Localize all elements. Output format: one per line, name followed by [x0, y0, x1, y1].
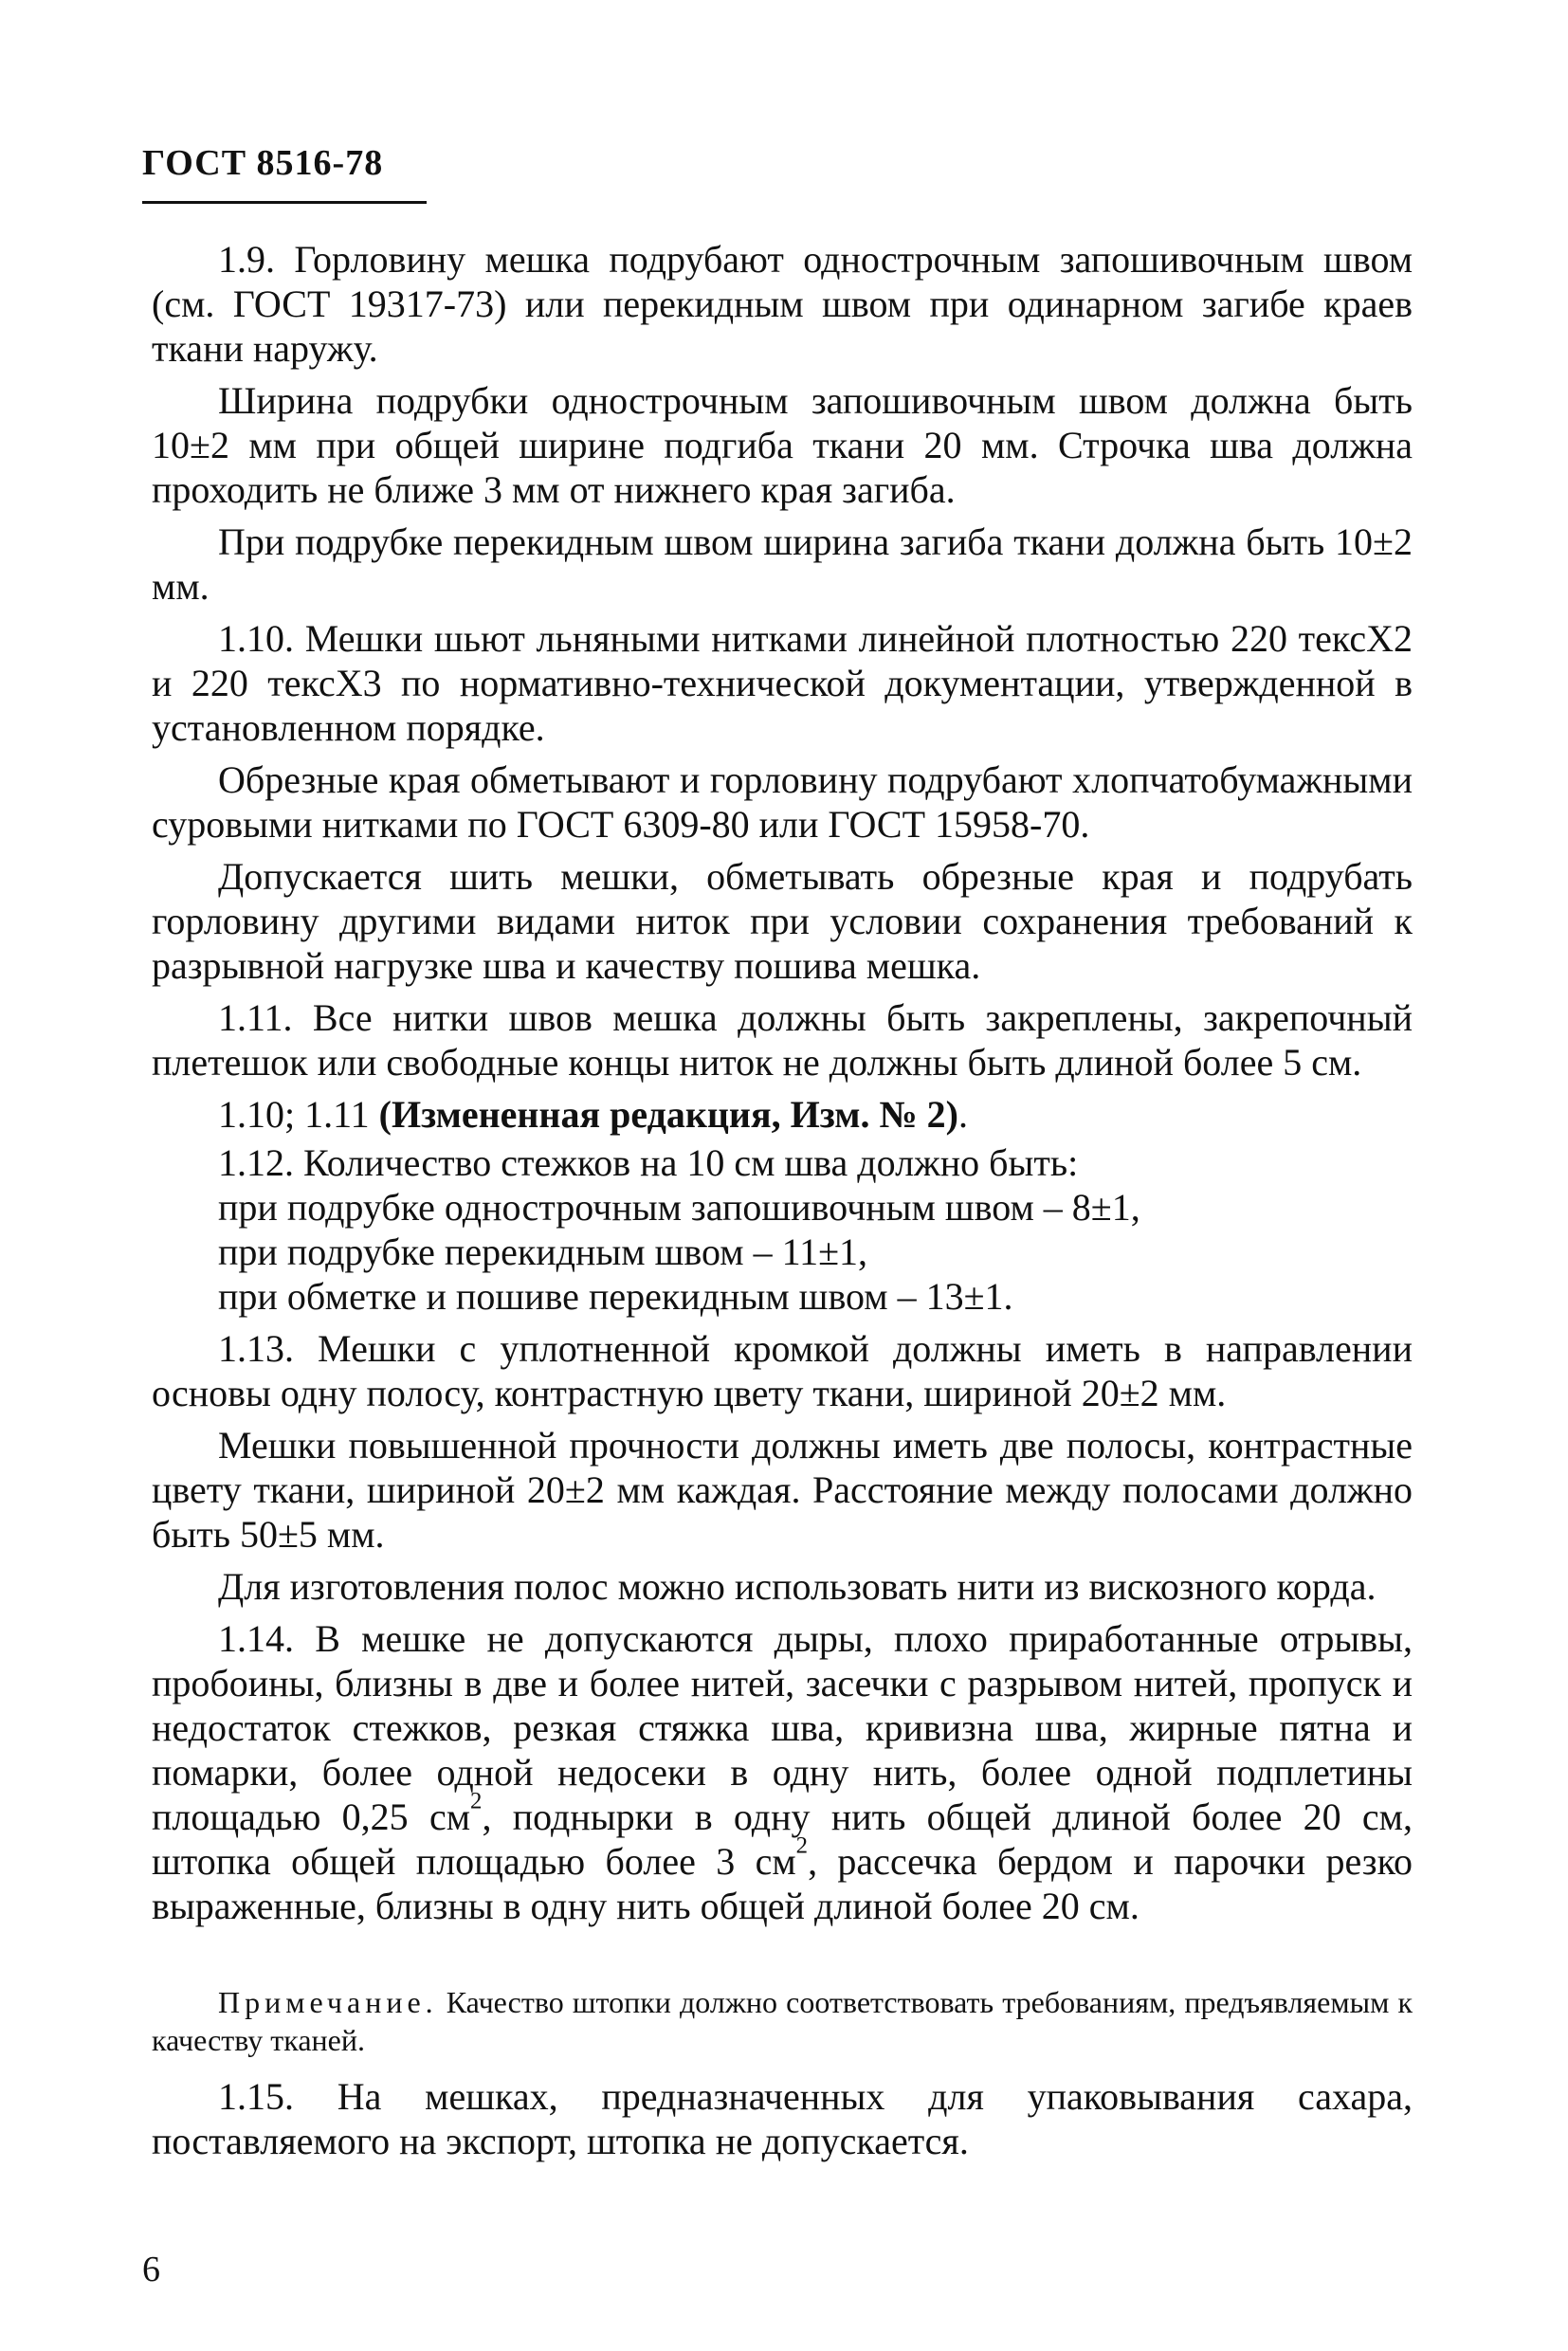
paragraph-stripes: Мешки повышенной прочности должны иметь две полосы, контрастные цвету ткани, шириной 20±2 мм каждая. Расстояние между полосами должно быть 50±5 мм.	[152, 1424, 1413, 1556]
note	[152, 1983, 1413, 2059]
paragraph-1-11: 1.11. Все нитки швов мешка должны быть закреплены, закрепочный плетешок или свободные концы ниток не должны быть длиной более 5 см.	[152, 996, 1413, 1084]
note-text: Качество штопки должно соответствовать требованиям, предъявляемым к качеству тканей.	[152, 1985, 1413, 2057]
document-header: ГОСТ 8516-78	[142, 143, 384, 183]
defects-text-2: , поднырки в одну нить общей длиной более 20 см, штопка общей площадью более 3 см	[152, 1795, 1413, 1883]
revision-note	[152, 1092, 1413, 1137]
page-number: 6	[142, 2250, 160, 2289]
paragraph-1-9: 1.9. Горловину мешка подрубают однострочным запошивочным швом (см. ГОСТ 19317-73) или перекидным швом при одинарном загибе краев ткани наружу.	[152, 238, 1413, 370]
document-body	[152, 237, 1413, 1928]
superscript: 2	[470, 1788, 483, 1814]
revision-suffix: .	[958, 1093, 968, 1136]
stitch-item: при обметке и пошиве перекидным швом – 13±1.	[218, 1275, 1013, 1318]
paragraph-edge-threads: Обрезные края обметывают и горловину подрубают хлопчатобумажными суровыми нитками по ГОСТ 6309-80 или ГОСТ 15958-70.	[152, 758, 1413, 846]
defects-text-3: , рассечка бердом и парочки резко выраженные, близны в одну нить общей длиной более 20 см.	[152, 1840, 1413, 1927]
paragraph-overlock-hem: При подрубке перекидным швом ширина загиба ткани должна быть 10±2 мм.	[152, 520, 1413, 608]
paragraph-hem-width: Ширина подрубки однострочным запошивочным швом должна быть 10±2 мм при общей ширине подгиба ткани 20 мм. Строчка шва должна проходить не ближе 3 мм от нижнего края загиба.	[152, 379, 1413, 511]
stitch-item: при подрубке однострочным запошивочным швом – 8±1,	[218, 1186, 1140, 1229]
superscript: 2	[795, 1832, 809, 1859]
paragraph-1-15: 1.15. На мешках, предназначенных для упаковывания сахара, поставляемого на экспорт, штопка не допускается.	[152, 2075, 1413, 2162]
paragraph-1-13: 1.13. Мешки с уплотненной кромкой должны иметь в направлении основы одну полосу, контрастную цвету ткани, шириной 20±2 мм.	[152, 1327, 1413, 1414]
revision-prefix: 1.10; 1.11	[218, 1093, 379, 1136]
paragraph-1-12: 1.12. Количество стежков на 10 см шва должно быть:	[218, 1141, 1079, 1184]
note-label: Примечание.	[218, 1985, 438, 2019]
defects-text-1: 1.14. В мешке не допускаются дыры, плохо приработанные отрывы, пробоины, близны в две и более нитей, засечки с разрывом нитей, пропуск и недостаток стежков, резкая стяжка шва, кривизна шва, жирные пятна и помарки, более одной недосеки в одну нить, более одной подплетины площадью 0,25 см	[152, 1617, 1413, 1838]
revision-bold: (Измененная редакция, Изм. № 2)	[378, 1093, 958, 1136]
paragraph-allowed-threads: Допускается шить мешки, обметывать обрезные края и подрубать горловину другими видами ниток при условии сохранения требований к разрывной нагрузке шва и качеству пошива мешка.	[152, 855, 1413, 987]
stitch-item: при подрубке перекидным швом – 11±1,	[218, 1230, 868, 1273]
header-rule	[142, 201, 427, 204]
paragraph-1-14	[152, 1616, 1413, 1928]
paragraph-stripe-material: Для изготовления полос можно использовать нити из вискозного корда.	[218, 1565, 1377, 1608]
paragraph-1-10: 1.10. Мешки шьют льняными нитками линейной плотностью 220 тексХ2 и 220 тексХ3 по нормативно-технической документации, утвержденной в установленном порядке.	[152, 617, 1413, 749]
